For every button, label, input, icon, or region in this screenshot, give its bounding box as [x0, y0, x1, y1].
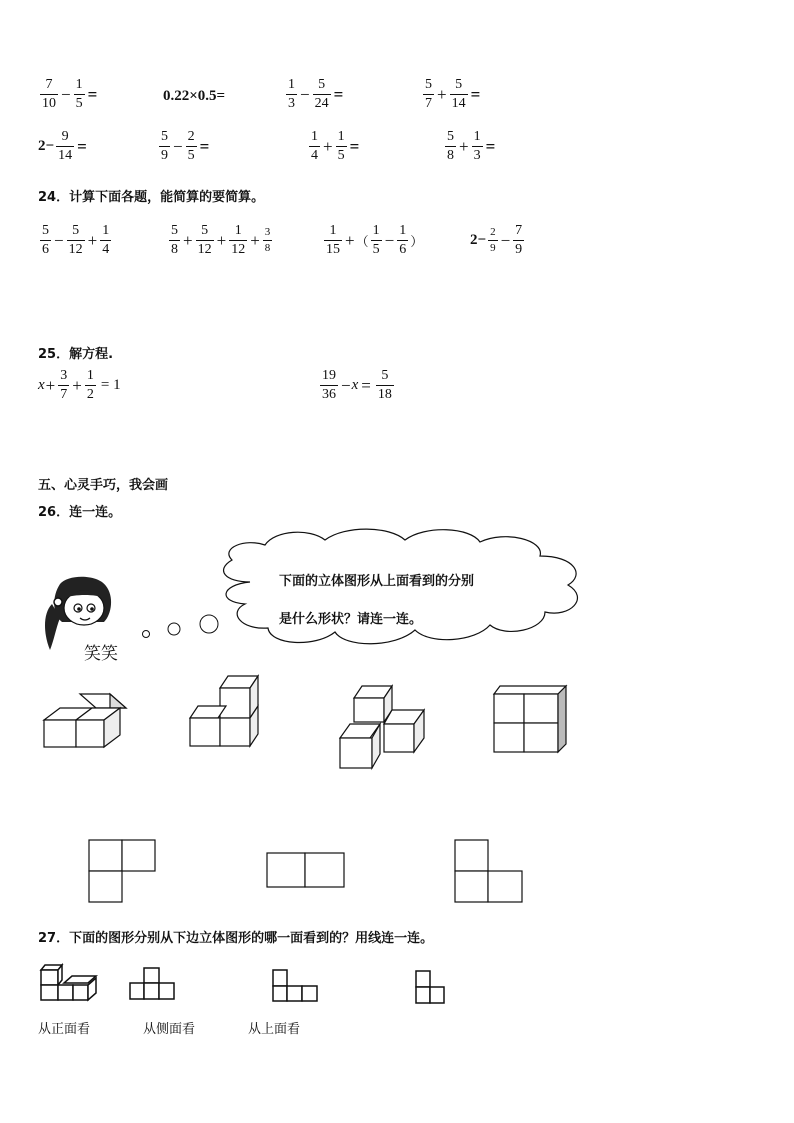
q27-view-3[interactable]: [416, 971, 444, 1003]
question-24-title: 24．计算下面各题，能简算的要简算。: [38, 190, 265, 205]
question-25-title: 25．解方程.: [38, 347, 114, 362]
calc-1-4: $\frac{5}{7}$ + $\frac{5}{14}$ =: [425, 77, 481, 111]
q27-view-1[interactable]: [130, 968, 174, 999]
label-side-view: 从侧面看: [143, 1022, 196, 1037]
calc-1-2: 0.22×0.5=: [163, 88, 226, 104]
q27-solid[interactable]: [41, 965, 96, 1000]
section-5-title: 五、心灵手巧，我会画: [38, 478, 169, 493]
calc-2-1: 2− $\frac{9}{14}$ =: [38, 129, 87, 163]
calc-1-1: $\frac{7}{10}$ − $\frac{1}{5}$ =: [42, 77, 98, 111]
calc-1-3: $\frac{1}{3}$ − $\frac{5}{24}$ =: [288, 77, 344, 111]
question-27-title: 27．下面的图形分别从下边立体图形的哪一面看到的？用线连一连。: [38, 931, 434, 946]
bubble-text-line-2: 是什么形状？请连一连。: [279, 612, 423, 627]
bubble-text-line-1: 下面的立体图形从上面看到的分别: [279, 574, 475, 589]
q24-expression-1: $\frac{5}{6}$ − $\frac{5}{12}$ + $\frac{1}{4}$: [42, 223, 110, 257]
calc-2-2: $\frac{5}{9}$ − $\frac{2}{5}$ =: [161, 129, 210, 163]
calc-2-3: $\frac{1}{4}$ + $\frac{1}{5}$ =: [311, 129, 360, 163]
character-name: 笑笑: [84, 644, 118, 664]
q24-expression-4: 2− $\frac{2}{9}$ − $\frac{7}{9}$: [470, 223, 523, 257]
q25-equation-1: x + $\frac{3}{7}$ + $\frac{1}{2}$ = 1: [38, 368, 121, 402]
label-top-view: 从上面看: [248, 1022, 301, 1037]
q24-expression-3: $\frac{1}{15}$ + （ $\frac{1}{5}$ − $\frac{1}{6}$ ）: [326, 223, 424, 257]
label-front-view: 从正面看: [38, 1022, 91, 1037]
calc-2-4: $\frac{5}{8}$ + $\frac{1}{3}$ =: [447, 129, 496, 163]
question-26-title: 26．连一连。: [38, 505, 122, 520]
q24-expression-2: $\frac{5}{8}$ + $\frac{5}{12}$ + $\frac{1}{12}$ + $\frac{3}{8}$: [171, 223, 271, 257]
q25-equation-2: $\frac{19}{36}$ − x = $\frac{5}{18}$: [322, 368, 392, 402]
q27-view-2[interactable]: [273, 970, 317, 1001]
